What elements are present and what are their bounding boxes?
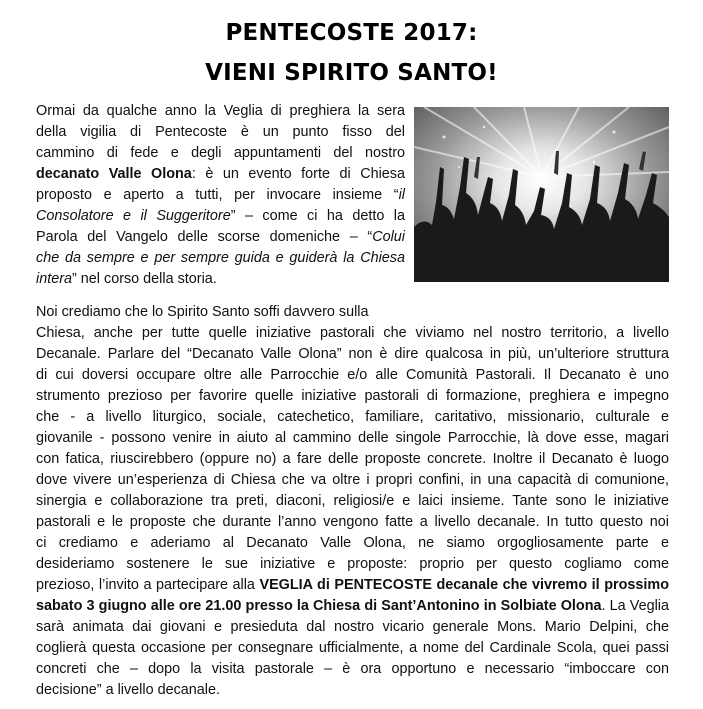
body-line-8: con fatica, riuscirebbero (oppure no) a fare delle proposte concrete. Inoltre il Decanato è luogo xyxy=(36,451,669,467)
body-line-16: sarà animata dai giovani e presieduta dal nostro vicario generale Mons. Mario Delpini, che xyxy=(36,619,669,635)
body-line-9: dove vivere un’esperienza di Chiesa che va oltre i propri confini, in una capacità di comunione, xyxy=(36,472,669,488)
intro-line-4 xyxy=(36,166,405,183)
veglia-announcement-bold: VEGLIA di PENTECOSTE decanale che vivremo il prossimo xyxy=(259,577,669,593)
body-line-15 xyxy=(36,598,669,615)
intro-line-6-rest: ” – come ci ha detto la xyxy=(230,208,405,224)
body-line-5: strumento prezioso per favorire quelle iniziative pastorali di formazione, preghiera e impegno xyxy=(36,388,669,404)
body-line-4: di cui doversi occupare oltre alle Parrocchie e/o alle Comunità Pastorali. Il Decanato è uno xyxy=(36,367,669,383)
intro-line-5 xyxy=(36,187,405,204)
intro-line-9-rest: ” nel corso della storia. xyxy=(72,271,217,287)
intro-line-5-italic: il xyxy=(398,187,405,203)
body-line-3: Decanale. Parlare del “Decanato Valle Olona” non è dire qualcosa in più, un’ulteriore struttura xyxy=(36,346,669,362)
intro-line-3: cammino di fede e degli appuntamenti del nostro xyxy=(36,145,405,161)
page-title-line-2: VIENI SPIRITO SANTO! xyxy=(205,60,498,86)
body-line-17: coglierà questa occasione per consegnare ufficialmente, a nome del Cardinale Scola, quei passi xyxy=(36,640,669,656)
intro-line-6 xyxy=(36,208,405,225)
body-line-18: concreti che – dopo la visita pastorale – è ora opportuno e necessario “imboccare con xyxy=(36,661,669,677)
body-line-14 xyxy=(36,577,669,594)
intro-line-7-text: Parola del Vangelo delle scorse domeniche – “ xyxy=(36,229,373,245)
body-line-10: sinergia e collaborazione tra preti, diaconi, religiosi/e e laici insieme. Tante sono le iniziative xyxy=(36,493,669,509)
body-line-7: giovanile - possono venire in aiuto al cammino delle singole Parrocchie, là dove esse, magari xyxy=(36,430,669,446)
intro-line-4-rest: : è un evento forte di Chiesa xyxy=(191,166,405,182)
crowd-silhouette-icon xyxy=(414,107,669,282)
intro-line-9-italic: intera xyxy=(36,271,72,287)
intro-line-7-italic: Colui xyxy=(372,229,405,245)
intro-line-7 xyxy=(36,229,405,246)
body-line-12: ci crediamo e aderiamo al Decanato Valle Olona, ne siamo orgogliosamente parte e xyxy=(36,535,669,551)
intro-line-8: che da sempre e per sempre guida e guiderà la Chiesa xyxy=(36,250,405,266)
intro-line-9 xyxy=(36,271,217,288)
body-line-6: che - a livello liturgico, sociale, catechetico, familiare, caritativo, missionario, culturale e xyxy=(36,409,669,425)
body-line-2: Chiesa, anche per tutte quelle iniziative pastorali che viviamo nel nostro territorio, a livello xyxy=(36,325,669,341)
intro-line-1: Ormai da qualche anno la Veglia di preghiera la sera xyxy=(36,103,405,119)
body-line-14-text: prezioso, l’invito a partecipare alla xyxy=(36,577,260,593)
body-line-1: Noi crediamo che lo Spirito Santo soffi davvero sulla xyxy=(36,304,369,320)
body-line-13: desideriamo sostenere le sue iniziative e proposte: proprio per questo cogliamo come xyxy=(36,556,669,572)
decanato-name-bold: decanato Valle Olona xyxy=(36,166,192,182)
veglia-date-bold: sabato 3 giugno alle ore 21.00 presso la Chiesa di Sant’Antonino in Solbiate Olona xyxy=(36,598,602,614)
body-line-15-rest: . La Veglia xyxy=(601,598,669,614)
body-line-11: pastorali e le proposte che durante l’anno vengono fatte a livello decanale. In tutto questo noi xyxy=(36,514,669,530)
body-line-19: decisione” a livello decanale. xyxy=(36,682,220,698)
intro-line-5-text: proposto e aperto a tutti, per invocare insieme “ xyxy=(36,187,399,203)
intro-line-6-italic: Consolatore e il Suggeritore xyxy=(36,208,231,224)
crowd-raising-hands-image xyxy=(414,107,669,282)
intro-line-2: della vigilia di Pentecoste è un punto fisso del xyxy=(36,124,405,140)
page-title-line-1: PENTECOSTE 2017: xyxy=(225,20,478,46)
